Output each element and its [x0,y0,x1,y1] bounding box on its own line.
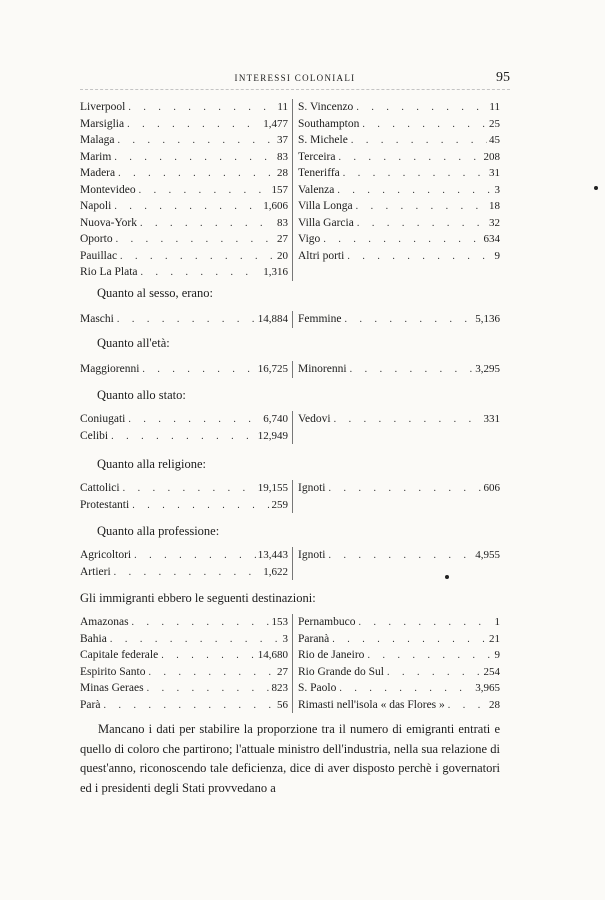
dot-leader [448,698,487,714]
column-divider [292,614,293,713]
table-row [80,215,500,232]
dot-leader [118,166,275,182]
entry-value: 45 [489,134,500,146]
entry-name: Ignoti [298,482,326,494]
entry-left [80,564,288,581]
header-rule [80,89,510,90]
entry-value: 18 [489,200,500,212]
entry-name: Agricoltori [80,549,132,561]
entry-left [80,631,288,648]
entry-right [298,149,500,166]
entry-value: 11 [277,101,288,113]
entry-name: Maschi [80,313,114,325]
entry-name: Terceira [298,150,336,163]
dot-leader [337,183,492,199]
entry-left [80,428,288,445]
entry-name: S. Michele [298,134,348,146]
entry-value: 37 [277,134,288,146]
dot-leader [117,133,275,149]
dot-leader [132,498,269,514]
entry-name: Ignoti [298,549,326,561]
entry-name: Marsiglia [80,117,125,130]
entry-left [80,264,288,281]
dot-leader [114,565,262,581]
column-divider [292,311,293,328]
dot-leader [114,199,261,215]
table-row [80,647,500,664]
entry-value: 1,477 [263,117,288,130]
dot-leader [161,648,256,664]
entry-value: 27 [277,233,288,245]
entry-right [298,680,500,697]
table-row [80,116,500,133]
entry-name: Altri porti [298,249,345,262]
entry-value: 13,443 [257,549,288,561]
ink-speck [594,186,598,190]
entry-left [80,497,288,514]
entry-value: 823 [271,682,288,694]
entry-left [80,149,288,166]
entry-value: 259 [271,498,288,511]
entry-right [298,480,500,497]
entry-right [298,165,500,182]
page-number: 95 [496,70,510,85]
entry-name: S. Vincenzo [298,101,354,113]
entry-name: Cattolici [80,482,120,494]
age-heading: Quanto all'età: [97,336,170,350]
entry-left [80,411,288,428]
entry-name: Vedovi [298,413,331,425]
entry-name: Minas Geraes [80,682,144,694]
entry-name: Minorenni [298,363,347,375]
entry-left [80,182,288,199]
state-heading: Quanto allo stato: [97,388,186,402]
entry-right [298,116,500,133]
entry-name: Madera [80,167,116,179]
table-row [80,198,500,215]
column-divider [292,99,293,281]
table-row [80,361,500,378]
ink-speck [445,575,449,579]
dot-leader [110,632,281,648]
table-row [80,664,500,681]
dot-leader [350,362,474,378]
entry-left [80,215,288,232]
entry-value: 83 [277,150,288,163]
entry-left [80,116,288,133]
entry-value: 9 [494,649,500,661]
entry-name: Rio La Plata [80,266,138,278]
dot-leader [111,429,256,445]
sex-table [80,311,500,328]
entry-value: 56 [277,698,288,711]
entry-name: Rimasti nell'isola « das Flores » [298,698,445,711]
entry-value: 6,740 [263,413,288,425]
dot-leader [351,133,487,149]
entry-value: 28 [277,167,288,179]
table-row [80,547,500,564]
entry-name: Napoli [80,200,112,212]
entry-right [298,614,500,631]
entry-value: 331 [483,413,500,425]
entry-name: Bahia [80,632,107,645]
entry-right [298,697,500,714]
entry-left [80,165,288,182]
dot-leader [139,183,270,199]
entry-value: 83 [277,216,288,229]
entry-name: Parà [80,698,101,711]
dot-leader [142,362,255,378]
dot-leader [116,232,275,248]
table-row [80,480,500,497]
running-title: INTERESSI COLONIALI [234,73,356,83]
dot-leader [128,100,275,116]
table-row [80,231,500,248]
dot-leader [120,249,275,265]
entry-value: 5,136 [475,313,500,325]
dot-leader [147,681,270,697]
table-row [80,497,500,514]
entry-value: 31 [489,167,500,179]
profession-table [80,547,500,580]
entry-name: Pauillac [80,249,118,262]
dot-leader [103,698,275,714]
entry-left [80,664,288,681]
entry-value: 12,949 [257,429,288,442]
dot-leader [128,412,261,428]
entry-value: 3,965 [475,682,500,694]
dot-leader [347,249,492,265]
entry-name: Femmine [298,313,342,325]
dot-leader [344,312,473,328]
entry-name: Valenza [298,183,335,196]
entry-left [80,614,288,631]
entry-value: 157 [271,183,288,196]
entry-left [80,99,288,116]
entry-value: 606 [483,482,500,494]
state-table [80,411,500,444]
entry-value: 14,884 [257,313,288,325]
entry-left [80,248,288,265]
entry-value: 1,316 [263,266,288,278]
table-row [80,165,500,182]
table-row [80,614,500,631]
entry-name: Rio de Janeiro [298,649,365,661]
entry-value: 32 [489,216,500,229]
entry-left [80,647,288,664]
entry-left [80,680,288,697]
dot-leader [343,166,487,182]
dot-leader [117,312,256,328]
entry-value: 21 [489,632,500,645]
body-paragraph [80,720,500,798]
entry-value: 1,606 [263,200,288,212]
paragraph-text: Mancano i dati per stabilire la proporzione tra il numero di emigranti entrati e quello di coloro che partirono; l'attuale ministro dell'industria, nella sua relazione di quest'anno, riconoscendo tale deficienza, dice di aver disposto perchè i governatori ed i presidenti degli Stati provvedano a [80,722,500,795]
entry-value: 634 [483,233,500,245]
table-row [80,680,500,697]
dot-leader [367,648,492,664]
dot-leader [114,150,275,166]
entry-name: Montevideo [80,183,136,196]
entry-value: 3 [494,183,500,196]
table-row [80,697,500,714]
entry-right [298,215,500,232]
religion-table [80,480,500,513]
table-row [80,182,500,199]
entry-name: Liverpool [80,101,126,113]
dot-leader [357,216,487,232]
entry-name: Coniugati [80,413,126,425]
entry-left [80,231,288,248]
dot-leader [387,665,482,681]
entry-right [298,182,500,199]
sex-heading: Quanto al sesso, erano: [97,286,213,300]
running-header [80,70,510,90]
entry-name: Teneriffa [298,167,340,179]
entry-value: 19,155 [257,482,288,494]
entry-name: Capitale federale [80,649,159,661]
table-row [80,149,500,166]
column-divider [292,480,293,513]
dot-leader [328,481,481,497]
entry-value: 28 [489,698,500,711]
religion-heading: Quanto alla religione: [97,457,206,471]
dot-leader [127,117,261,133]
table-row [80,132,500,149]
dot-leader [123,481,256,497]
entry-left [80,480,288,497]
table-row [80,99,500,116]
destinations-heading: Gli immigranti ebbero le seguenti destinazioni: [80,591,316,605]
entry-name: Malaga [80,134,115,146]
entry-name: Maggiorenni [80,363,140,375]
dot-leader [132,615,270,631]
entry-left [80,198,288,215]
entry-name: Oporto [80,233,113,245]
entry-name: Villa Longa [298,200,353,212]
entry-name: Artieri [80,565,111,578]
dot-leader [134,548,256,564]
entry-left [80,361,288,378]
column-divider [292,411,293,444]
age-table [80,361,500,378]
entry-right [298,231,500,248]
entry-value: 3 [282,632,288,645]
entry-value: 3,295 [475,363,500,375]
entry-value: 25 [489,117,500,130]
entry-value: 254 [483,665,500,678]
entry-name: Vigo [298,233,321,245]
entry-name: Paranà [298,632,330,645]
entry-right [298,547,500,564]
dot-leader [140,216,275,232]
table-row [80,264,500,281]
dot-leader [358,615,492,631]
table-row [80,631,500,648]
table-row [80,248,500,265]
dot-leader [339,150,482,166]
entry-name: Rio Grande do Sul [298,665,384,678]
table-row [80,411,500,428]
entry-right [298,198,500,215]
entry-right [298,311,500,328]
dot-leader [334,412,482,428]
dot-leader [328,548,473,564]
dot-leader [339,681,473,697]
entry-name: Marim [80,150,112,163]
entry-right [298,132,500,149]
entry-value: 14,680 [257,649,288,661]
dot-leader [356,199,487,215]
entry-name: Villa Garcia [298,216,354,229]
entry-left [80,547,288,564]
entry-value: 153 [271,616,288,628]
entry-left [80,311,288,328]
entry-value: 20 [277,249,288,262]
entry-name: Nuova-York [80,216,137,229]
entry-name: S. Paolo [298,682,337,694]
entry-value: 16,725 [257,363,288,375]
entry-value: 1 [494,616,500,628]
dot-leader [141,265,262,281]
profession-heading: Quanto alla professione: [97,524,220,538]
entry-right [298,411,500,428]
dot-leader [149,665,276,681]
entry-name: Protestanti [80,498,130,511]
entry-value: 4,955 [475,549,500,561]
entry-right [298,99,500,116]
entry-left [80,132,288,149]
dot-leader [332,632,487,648]
entry-value: 9 [494,249,500,262]
entry-value: 208 [483,150,500,163]
entry-left [80,697,288,714]
entry-value: 1,622 [263,565,288,578]
entry-right [298,631,500,648]
entry-right [298,248,500,265]
dot-leader [356,100,487,116]
entry-name: Espirito Santo [80,665,146,678]
column-divider [292,547,293,580]
entry-name: Southampton [298,117,360,130]
ports-table [80,99,500,281]
entry-right [298,664,500,681]
table-row [80,564,500,581]
entry-right [298,361,500,378]
table-row [80,311,500,328]
dot-leader [362,117,487,133]
entry-value: 11 [489,101,500,113]
dot-leader [323,232,481,248]
entry-name: Amazonas [80,616,129,628]
entry-value: 27 [277,665,288,678]
entry-name: Celibi [80,429,109,442]
table-row [80,428,500,445]
column-divider [292,361,293,378]
entry-name: Pernambuco [298,616,356,628]
entry-right [298,647,500,664]
destinations-table [80,614,500,713]
